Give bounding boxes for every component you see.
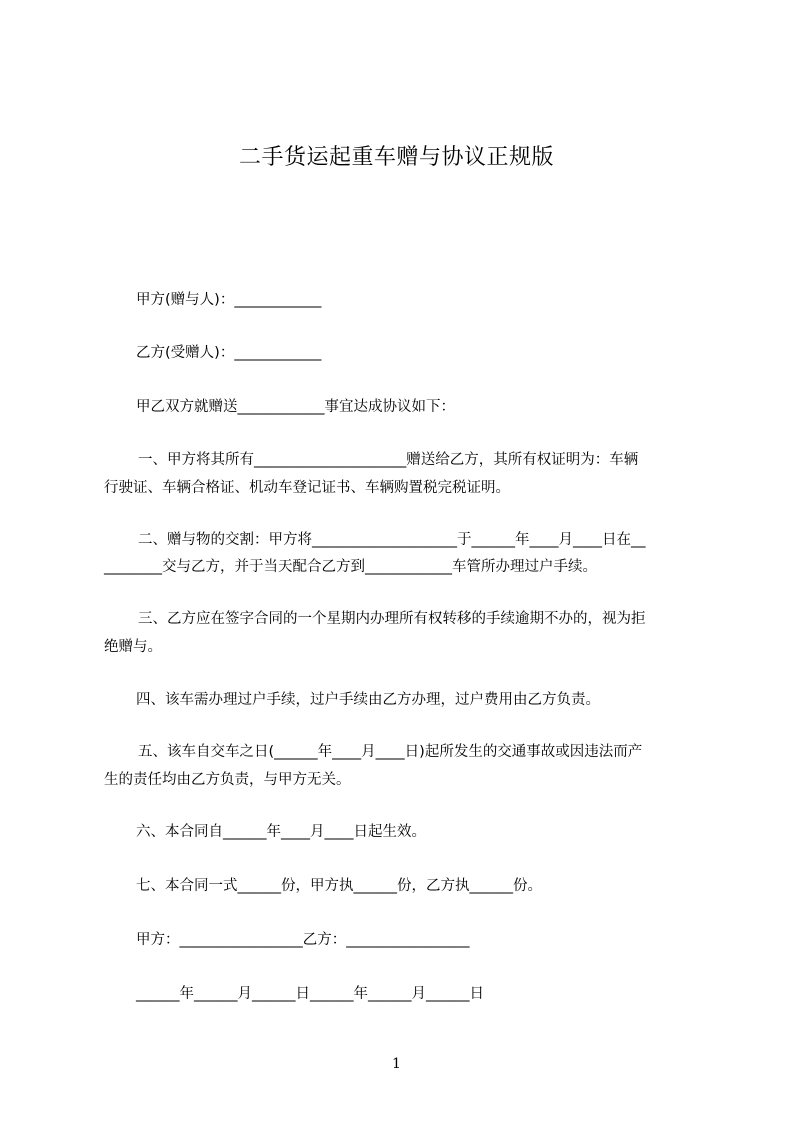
clause-2-line-2: ________交与乙方，并于当天配合乙方到____________车管所办理过户手续。 — [104, 559, 597, 575]
clause-5-line-2: 生的责任均由乙方负责，与甲方无关。 — [104, 772, 351, 788]
party-a-line: 甲方(赠与人)：____________ — [136, 292, 322, 308]
signature-line: 甲方：_________________乙方：_________________ — [136, 932, 470, 948]
clause-2-line-1: 二、赠与物的交割：甲方将____________________于______年____月____日在__ — [138, 532, 646, 548]
clause-4: 四、该车需办理过户手续，过户手续由乙方办理，过户费用由乙方负责。 — [136, 692, 600, 708]
clause-6: 六、本合同自______年____月____日起生效。 — [136, 824, 426, 840]
intro-line: 甲乙双方就赠送____________事宜达成协议如下： — [136, 399, 455, 415]
clause-1-line-1: 一、甲方将其所有_____________________赠送给乙方，其所有权证明为：车辆 — [138, 452, 639, 468]
date-line: ______年______月______日______年______月______日 — [136, 986, 484, 1002]
clause-3-line-2: 绝赠与。 — [104, 639, 162, 655]
document-title: 二手货运起重车赠与协议正规版 — [238, 145, 554, 170]
clause-7: 七、本合同一式______份，甲方执______份，乙方执______份。 — [136, 878, 542, 894]
page-number: 1 — [392, 1056, 401, 1072]
clause-3-line-1: 三、乙方应在签字合同的一个星期内办理所有权转移的手续逾期不办的，视为拒 — [138, 611, 646, 627]
clause-1-line-2: 行驶证、车辆合格证、机动车登记证书、车辆购置税完税证明。 — [104, 480, 510, 496]
party-b-line: 乙方(受赠人)：____________ — [136, 345, 322, 361]
clause-5-line-1: 五、该车自交车之日(______年____月____日)起所发生的交通事故或因违法而产 — [138, 744, 643, 760]
